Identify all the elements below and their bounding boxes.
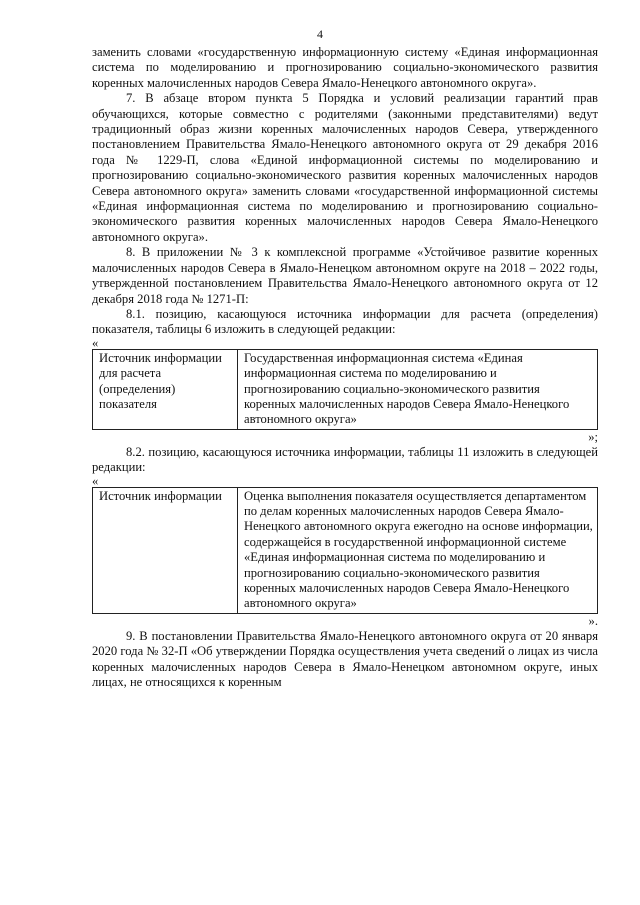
- table-11-position: [92, 487, 598, 614]
- page-number: 4: [317, 27, 323, 41]
- quote-open-2: «: [92, 473, 99, 488]
- table-cell-label: Источник информации для расчета (определения) показателя: [93, 349, 238, 429]
- paragraph-7: 7. В абзаце втором пункта 5 Порядка и условий реализации гарантий прав обучающихся, которые совместно с родителями (законными представителями) ведут традиционный образ жизни коренных малочисленных народов Севера, утвержденного постановлением Правительства Ямало-Ненецкого автономного округа от 29 декабря 2016 года № 1229-П, слова «Единой информационной системы по моделированию и прогнозированию социально-экономического развития коренных малочисленных народов Севера автономного округа» заменить словами «государственной информационной системы «Единая информационная система по моделированию и прогнозированию социально-экономического развития коренных малочисленных народов Севера Ямало-Ненецкого автономного округа».: [92, 91, 598, 244]
- table-cell-value: Оценка выполнения показателя осуществляется департаментом по делам коренных малочисленных народов Севера Ямало-Ненецкого автономного округа ежегодно на основе информации, содержащейся в государственной информационной системе «Единая информационная система по моделированию и прогнозированию социально-экономического развития коренных малочисленных народов Севера Ямало-Ненецкого автономного округа»: [238, 487, 598, 613]
- table-cell-value: Государственная информационная система «Единая информационная система по моделированию и прогнозированию социально-экономического развития коренных малочисленных народов Севера Ямало-Ненецкого автономного округа»: [238, 349, 598, 429]
- paragraph-8-1: 8.1. позицию, касающуюся источника информации для расчета (определения) показателя, таблицы 6 изложить в следующей редакции:: [92, 306, 598, 337]
- table-row: [93, 487, 598, 613]
- document-body: [92, 45, 598, 690]
- paragraph-8: 8. В приложении № 3 к комплексной программе «Устойчивое развитие коренных малочисленных народов Севера в Ямало-Ненецком автономном округе на 2018 – 2022 годы, утвержденной постановлением Правительства Ямало-Ненецкого автономного округа от 12 декабря 2018 года № 1271-П:: [92, 245, 598, 306]
- paragraph-9: 9. В постановлении Правительства Ямало-Ненецкого автономного округа от 20 января 2020 года № 32-П «Об утверждении Порядка осуществления учета сведений о лицах из числа коренных малочисленных народов Севера в Ямало-Ненецком автономном округе, иных лицах, не относящихся к коренным: [92, 628, 598, 690]
- paragraph-8-2: 8.2. позицию, касающуюся источника информации, таблицы 11 изложить в следующей редакции:: [92, 444, 598, 475]
- table-row: [93, 349, 598, 429]
- paragraph-continuation: заменить словами «государственную информационную систему «Единая информационная система по моделированию и прогнозированию социально-экономического развития коренных малочисленных народов Севера Ямало-Ненецкого автономного округа».: [92, 45, 598, 90]
- quote-open-1: «: [92, 335, 99, 350]
- quote-close-2: ».: [588, 613, 598, 628]
- table-cell-label: Источник информации: [93, 487, 238, 613]
- table-6-position: [92, 349, 598, 430]
- quote-close-1: »;: [588, 429, 598, 444]
